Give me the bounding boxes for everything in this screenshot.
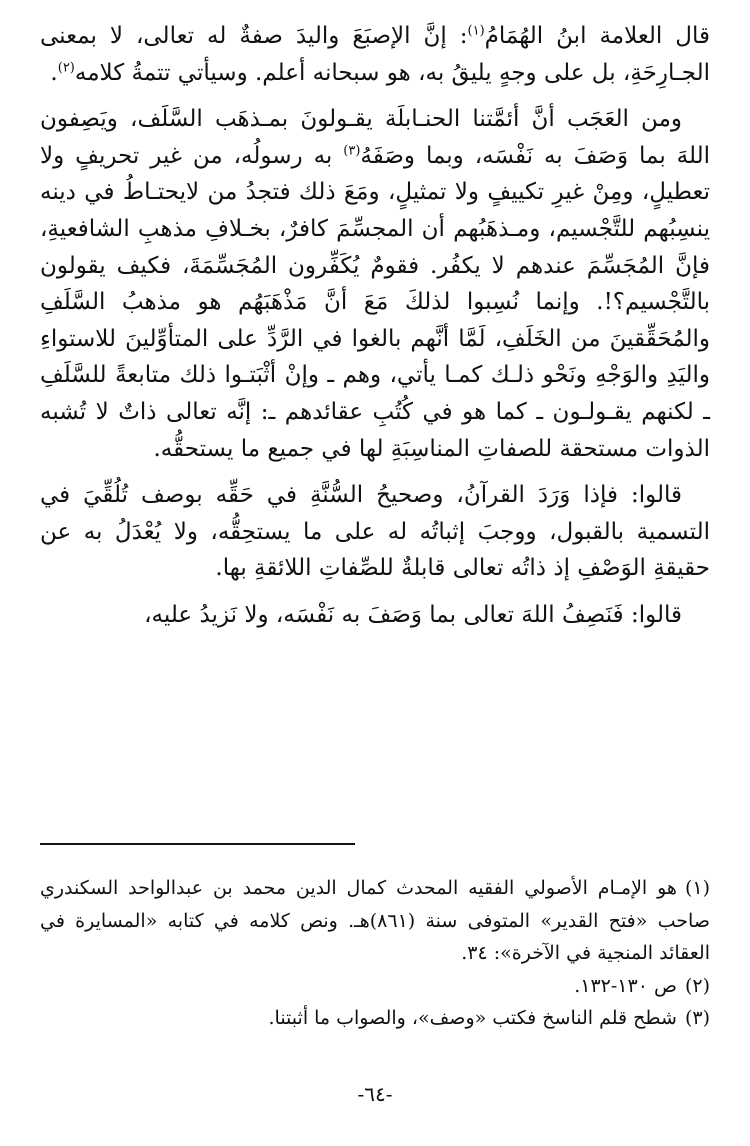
paragraph-3-text: قالوا: فإذا وَرَدَ القرآنُ، وصحيحُ السُّنَّةِ في حَقِّه بوصف تُلُقِّيَ في التسمية بالقبول، ووجبَ إثباتُه له على ما يستحِقُّه، ولا يُعْدَلُ به عن حقيقةِ الوَصْفِ إذ ذاتُه تعالى قابلةٌ للصِّفاتِ اللائقةِ بها. <box>40 482 710 582</box>
footnote-1-number: (١) <box>684 877 710 899</box>
footnotes <box>40 872 710 1035</box>
paragraph-2 <box>40 101 710 467</box>
footnote-1 <box>40 872 710 970</box>
paragraph-2-text-b: به رسولُه، من غير تحريفٍ ولا تعطيلٍ، ومِنْ غيرِ تكييفٍ ولا تمثيلٍ، ومَعَ ذلك فتجدُ من لايحتـاطُ في دينه ينسِبُهم للتَّجْسيم، ومـذهَبُهم أن المجسِّمَ كافرٌ، بخـلافِ مذهبِ الشافعيةِ، فإنَّ المُجَسِّمَ عندهم لا يكفُر. فقومٌ يُكَفِّرون المُجَسِّمَةَ، فكيف يقولون بالتَّجْسيم؟!. وإنما نُسِبوا لذلكَ مَعَ أنَّ مَذْهَبَهُم هو مذهبُ السَّلَفِ والمُحَقِّقينَ من الخَلَفِ، لَمَّا أنَّهم بالغوا في الرَّدِّ على المتأوِّلينَ للاستواءِ واليَدِ والوَجْهِ ونَحْو ذلـك كمـا يأتي، وهم ـ وإنْ أثْبَتـوا ذلك متابعةً للسَّلَفِ ـ لكنهم يقـولـون ـ كما هو في كُتُبِ عقائدهم ـ: إنَّه تعالى ذاتٌ لا تُشبه الذوات مستحقة للصفاتِ المناسِبَةِ لها في جميع ما يستحقُّه. <box>40 142 710 462</box>
paragraph-4 <box>40 597 710 634</box>
paragraph-2-text-a: ومن العَجَب أنَّ أئمَّتنا الحنـابلَة يقـولونَ بمـذهَب السَّلَف، ويَصِفون اللهَ بما وَصَفَ به نَفْسَه، وبما وصَفَهُ <box>40 106 710 169</box>
footnote-separator <box>40 843 355 845</box>
footnote-2-text: ص ١٣٠-١٣٢. <box>574 974 677 997</box>
paragraph-3 <box>40 477 710 587</box>
footnote-ref-3[interactable]: (٣) <box>343 143 361 159</box>
page-number: -٦٤- <box>357 1082 393 1106</box>
footnote-2-number: (٢) <box>684 974 710 997</box>
footnote-3 <box>40 1002 710 1035</box>
paragraph-1 <box>40 18 710 91</box>
paragraph-1-text-c: . <box>50 59 58 86</box>
footnote-ref-2[interactable]: (٢) <box>57 59 75 75</box>
footnote-1-text: هو الإمـام الأصولي الفقيه المحدث كمال الدين محمد بن عبدالواحد السكندري صاحب «فتح القدير» المتوفى سنة (٨٦١)هـ. ونص كلامه في كتابه «المسايرة في العقائد المنجية في الآخرة»: ٣٤. <box>40 877 710 964</box>
paragraph-1-text-b: : إنَّ الإصبَعَ واليدَ صفةٌ له تعالى، لا بمعنى الجـارِحَةِ، بل على وجهٍ يليقُ به، هو سبحانه أعلم. وسيأتي تتمةُ كلامه <box>40 23 710 86</box>
footnote-3-text: شطح قلم الناسخ فكتب «وصف»، والصواب ما أثبتنا. <box>268 1007 677 1029</box>
paragraph-4-text: قالوا: فَنَصِفُ اللهَ تعالى بما وَصَفَ به نَفْسَه، ولا نَزيدُ عليه، <box>144 601 682 628</box>
footnote-3-number: (٣) <box>684 1007 710 1029</box>
footnote-ref-1[interactable]: (١) <box>467 23 485 39</box>
page-body <box>40 18 710 634</box>
footnote-2 <box>40 970 710 1003</box>
paragraph-1-text-a: قال العلامة ابنُ الهُمَامُ <box>484 23 711 49</box>
